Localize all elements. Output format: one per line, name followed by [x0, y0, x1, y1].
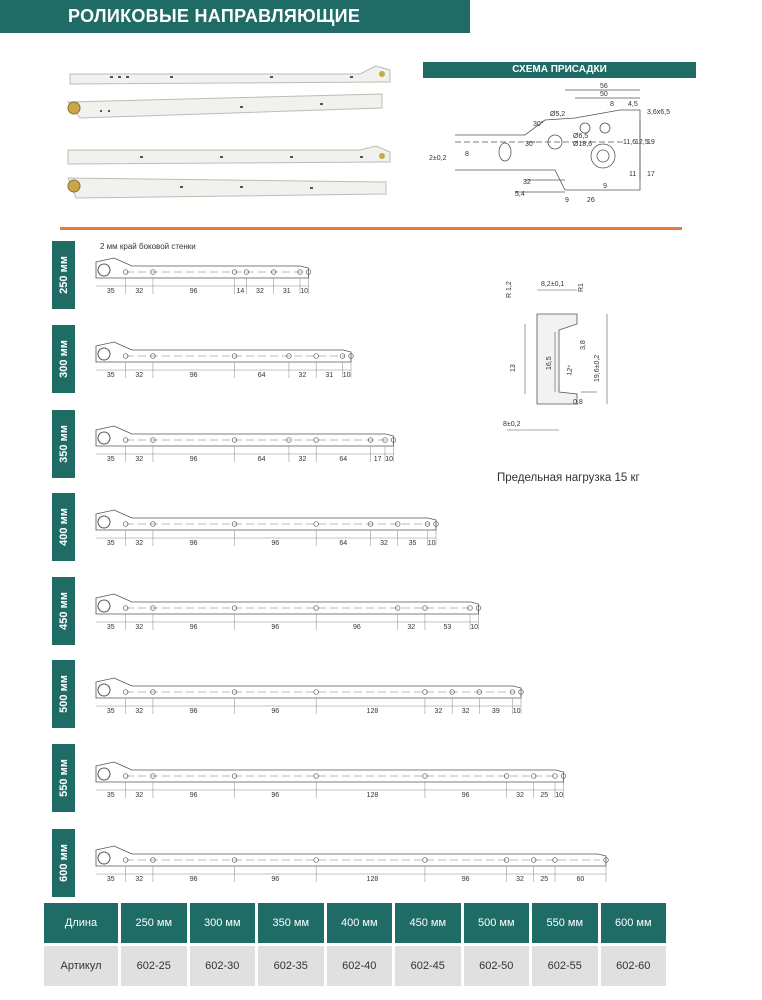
dim-label: 96 — [352, 624, 361, 631]
article-cell: 602-55 — [532, 946, 598, 986]
roller — [98, 600, 110, 612]
article-cell: 602-45 — [395, 946, 461, 986]
section-divider — [60, 227, 682, 230]
svg-text:0,8: 0,8 — [573, 399, 583, 406]
spec-table — [44, 903, 666, 986]
dim-label: 32 — [516, 792, 524, 799]
rail-drawing — [88, 502, 452, 574]
dim-label: 32 — [434, 708, 443, 715]
dim-label: 10 — [385, 456, 394, 463]
roller — [98, 264, 110, 276]
rail-drawing — [88, 754, 580, 826]
dim-label: 32 — [135, 792, 144, 799]
dim-label: 96 — [461, 876, 470, 883]
dim-label: 32 — [461, 708, 470, 715]
dim-label: 35 — [106, 288, 115, 295]
dim-label: 128 — [366, 876, 379, 883]
length-cell: 450 мм — [395, 903, 461, 943]
article-cell: 602-40 — [327, 946, 393, 986]
length-cell: 350 мм — [258, 903, 324, 943]
roller — [98, 516, 110, 528]
article-row — [44, 946, 666, 986]
rail-drawing — [88, 838, 622, 910]
size-tab-300: 300 мм — [52, 325, 75, 393]
dim-label: 32 — [407, 624, 416, 631]
dim-label: 35 — [106, 708, 115, 715]
dim-label: 64 — [339, 540, 348, 547]
size-tab-450: 450 мм — [52, 577, 75, 645]
rail-drawing — [88, 418, 410, 490]
dim-label: 32 — [298, 456, 307, 463]
mount-hole — [314, 774, 319, 779]
svg-text:12,5: 12,5 — [635, 139, 649, 146]
drilling-scheme-diagram — [425, 80, 700, 210]
dim-label: 32 — [135, 876, 144, 883]
length-cell: 550 мм — [532, 903, 598, 943]
rail-photo-3 — [68, 146, 390, 164]
rail-drawing — [88, 670, 537, 742]
svg-text:13: 13 — [510, 364, 517, 372]
svg-text:30°: 30° — [533, 121, 544, 128]
dim-label: 96 — [271, 708, 280, 715]
svg-text:11: 11 — [629, 171, 637, 178]
svg-text:19: 19 — [647, 139, 655, 146]
rail-outline — [96, 510, 436, 530]
rail-drawing — [88, 334, 367, 406]
title-bar — [0, 0, 470, 33]
dim-label: 10 — [555, 792, 564, 799]
svg-text:8,2±0,1: 8,2±0,1 — [541, 281, 565, 288]
length-row — [44, 903, 666, 943]
article-cell: 602-50 — [464, 946, 530, 986]
dim-label: 96 — [189, 876, 198, 883]
svg-text:8: 8 — [610, 101, 614, 108]
product-photo — [60, 58, 400, 208]
svg-text:3,8: 3,8 — [580, 340, 587, 350]
svg-text:16,5: 16,5 — [546, 356, 553, 370]
dim-label: 25 — [540, 876, 549, 883]
length-cell: 600 мм — [601, 903, 667, 943]
svg-text:8: 8 — [465, 151, 469, 158]
svg-text:Ø6,5: Ø6,5 — [573, 133, 589, 140]
svg-text:19,6±0,2: 19,6±0,2 — [594, 354, 601, 382]
rail-outline — [96, 594, 479, 614]
dim-label: 10 — [470, 624, 479, 631]
length-cell: 400 мм — [327, 903, 393, 943]
length-cell: 300 мм — [190, 903, 256, 943]
dim-label: 14 — [236, 288, 245, 295]
dim-label: 96 — [271, 624, 280, 631]
length-label: Длина — [44, 903, 118, 943]
load-limit-text: Предельная нагрузка 15 кг — [497, 472, 640, 484]
page-title: РОЛИКОВЫЕ НАПРАВЛЯЮЩИЕ — [68, 6, 361, 26]
size-tab-600: 600 мм — [52, 829, 75, 897]
roller — [98, 348, 110, 360]
rail-photo-1 — [70, 66, 390, 84]
article-cell: 602-25 — [121, 946, 187, 986]
dim-label: 25 — [540, 792, 549, 799]
roller — [98, 852, 110, 864]
dim-label: 10 — [342, 372, 351, 379]
svg-text:Ø18,6: Ø18,6 — [573, 141, 593, 148]
dim-label: 35 — [106, 876, 115, 883]
dim-label: 128 — [366, 708, 379, 715]
dim-label: 96 — [189, 624, 198, 631]
mount-hole — [314, 690, 319, 695]
svg-text:17: 17 — [647, 171, 655, 178]
article-cell: 602-35 — [258, 946, 324, 986]
dim-label: 35 — [106, 540, 115, 547]
article-cell: 602-30 — [190, 946, 256, 986]
svg-text:3,6x6,5: 3,6x6,5 — [647, 109, 670, 116]
svg-text:56: 56 — [600, 83, 608, 90]
scheme-title: СХЕМА ПРИСАДКИ — [512, 64, 607, 75]
roller — [98, 432, 110, 444]
dim-label: 32 — [516, 876, 524, 883]
svg-text:R1: R1 — [578, 283, 585, 292]
dim-label: 10 — [300, 288, 309, 295]
dim-label: 35 — [106, 792, 115, 799]
rail-outline — [96, 258, 309, 278]
svg-text:9: 9 — [603, 183, 607, 190]
dim-label: 39 — [491, 708, 500, 715]
svg-text:11,6: 11,6 — [623, 139, 637, 146]
rail-outline — [96, 678, 521, 698]
rail-photo-2 — [68, 94, 382, 118]
dim-label: 32 — [135, 540, 144, 547]
dim-label: 32 — [135, 708, 144, 715]
svg-text:9: 9 — [565, 197, 569, 204]
length-cell: 250 мм — [121, 903, 187, 943]
mount-hole — [314, 354, 319, 359]
side-wall-note: 2 мм край боковой стенки — [100, 242, 196, 251]
size-tab-500: 500 мм — [52, 660, 75, 728]
svg-text:50: 50 — [600, 91, 608, 98]
length-cell: 500 мм — [464, 903, 530, 943]
dim-label: 17 — [373, 456, 382, 463]
size-tab-550: 550 мм — [52, 744, 75, 812]
dim-label: 96 — [189, 792, 198, 799]
dim-label: 35 — [408, 540, 417, 547]
dim-label: 64 — [257, 456, 266, 463]
article-cell: 602-60 — [601, 946, 667, 986]
dim-label: 96 — [189, 372, 198, 379]
dim-label: 32 — [298, 372, 307, 379]
dim-label: 32 — [135, 288, 144, 295]
size-tab-400: 400 мм — [52, 493, 75, 561]
rail-drawing — [88, 250, 325, 322]
dim-label: 53 — [443, 624, 452, 631]
dim-label: 32 — [380, 540, 388, 547]
dim-label: 35 — [106, 456, 115, 463]
dim-label: 35 — [106, 372, 115, 379]
dim-label: 60 — [576, 876, 585, 883]
dim-label: 35 — [106, 624, 115, 631]
dim-label: 96 — [271, 540, 280, 547]
svg-text:5,4: 5,4 — [515, 191, 525, 198]
rail-outline — [96, 762, 564, 782]
svg-text:Ø5,2: Ø5,2 — [550, 111, 566, 118]
svg-text:12°: 12° — [566, 364, 575, 377]
mount-hole — [314, 606, 319, 611]
svg-text:2±0,2: 2±0,2 — [429, 155, 447, 162]
dim-label: 31 — [282, 288, 291, 295]
svg-text:30°: 30° — [525, 141, 536, 148]
rail-outline — [96, 846, 606, 866]
dim-label: 128 — [366, 792, 379, 799]
dim-label: 96 — [189, 540, 198, 547]
dim-label: 32 — [135, 624, 144, 631]
svg-text:R 1,2: R 1,2 — [506, 281, 513, 298]
size-tab-350: 350 мм — [52, 410, 75, 478]
svg-text:26: 26 — [587, 197, 595, 204]
dim-label: 10 — [427, 540, 436, 547]
svg-text:4,5: 4,5 — [628, 101, 638, 108]
rail-drawing — [88, 586, 495, 658]
dim-label: 96 — [271, 876, 280, 883]
dim-label: 31 — [325, 372, 334, 379]
roller — [98, 768, 110, 780]
rail-outline — [96, 426, 394, 446]
dim-label: 64 — [257, 372, 266, 379]
rail-photo-4 — [68, 178, 386, 198]
dim-label: 96 — [461, 792, 470, 799]
mount-hole — [314, 438, 319, 443]
dim-label: 96 — [189, 456, 198, 463]
mount-hole — [314, 522, 319, 527]
dim-label: 96 — [189, 708, 198, 715]
svg-text:32: 32 — [523, 179, 531, 186]
size-tab-250: 250 мм — [52, 241, 75, 309]
rail-outline — [96, 342, 351, 362]
profile-cross-section — [497, 272, 637, 442]
article-label: Артикул — [44, 946, 118, 986]
roller — [98, 684, 110, 696]
scheme-title-bar — [423, 62, 696, 78]
svg-text:8±0,2: 8±0,2 — [503, 421, 521, 428]
dim-label: 10 — [512, 708, 521, 715]
dim-label: 96 — [189, 288, 198, 295]
scheme-labels — [429, 83, 670, 204]
dim-label: 96 — [271, 792, 280, 799]
dim-label: 32 — [135, 372, 144, 379]
mount-hole — [314, 858, 319, 863]
dim-label: 32 — [256, 288, 264, 295]
dim-label: 64 — [339, 456, 348, 463]
dim-label: 32 — [135, 456, 144, 463]
